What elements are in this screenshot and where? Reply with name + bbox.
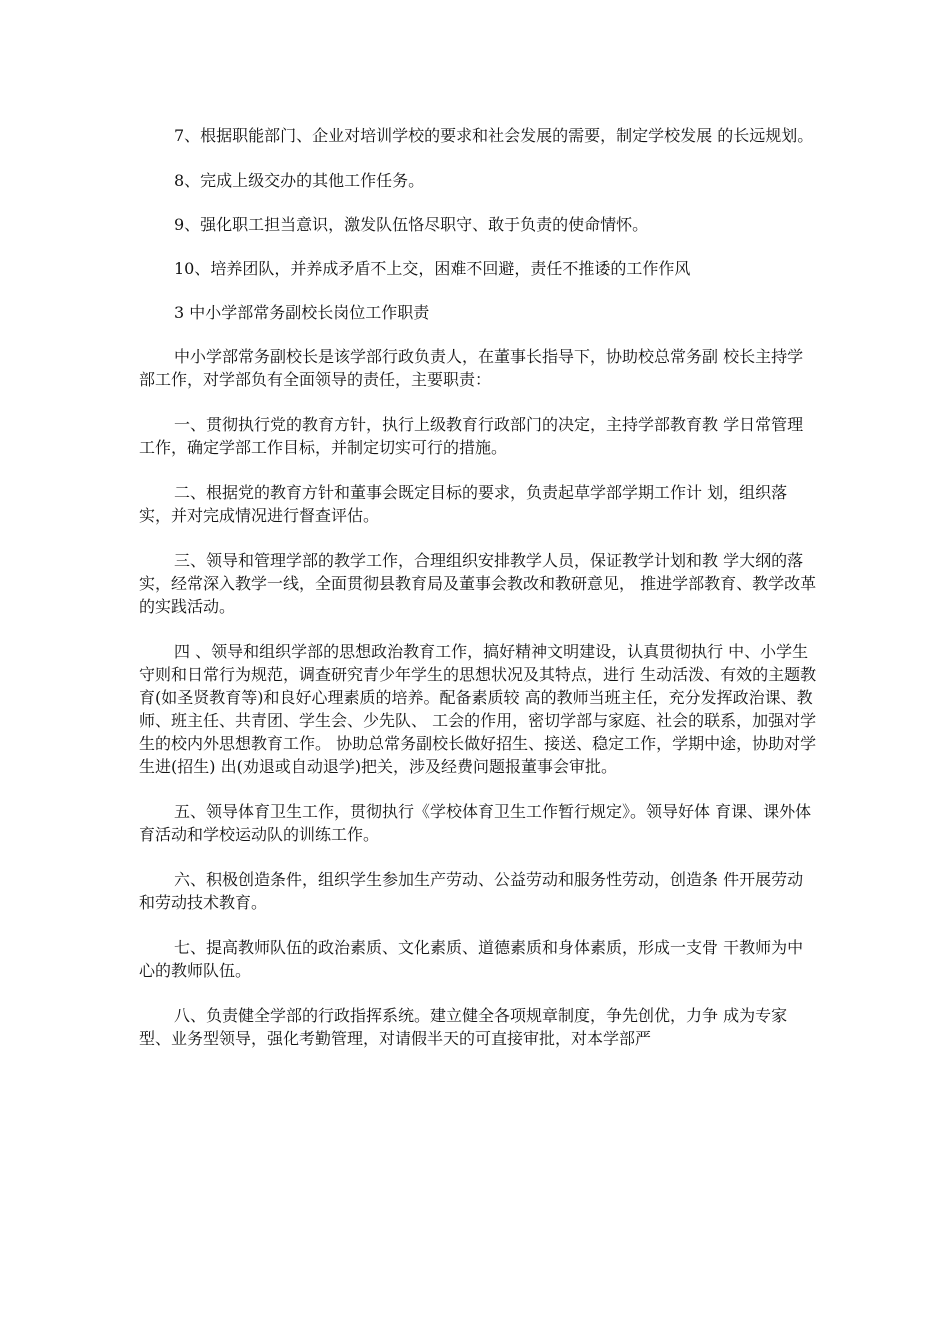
duty-item-4: 四 、领导和组织学部的思想政治教育工作，搞好精神文明建设，认真贯彻执行 中、小学生守则和日常行为规范，调查研究青少年学生的思想状况及其特点，进行 生动活泼、有效的主题教育(如圣贤教育等)和良好心理素质的培养。配备素质较 高的教师当班主任，充分发挥政治课、教师、班主任、共青团、学生会、少先队、 工会的作用，密切学部与家庭、社会的联系，加强对学生的校内外思想教育工作。 协助总常务副校长做好招生、接送、稳定工作，学期中途，协助对学生进(招生) 出(劝退或自动退学)把关，涉及经费问题报董事会审批。 xyxy=(139,642,817,776)
duty-item-6: 六、积极创造条件，组织学生参加生产劳动、公益劳动和服务性劳动，创造条 件开展劳动和劳动技术教育。 xyxy=(139,870,804,912)
duty-item-2: 二、根据党的教育方针和董事会既定目标的要求，负责起草学部学期工作计 划，组织落实，并对完成情况进行督查评估。 xyxy=(139,483,788,525)
duty-item-8: 八、负责健全学部的行政指挥系统。建立健全各项规章制度，争先创优，力争 成为专家型、业务型领导，强化考勤管理，对请假半天的可直接审批，对本学部严 xyxy=(139,1006,788,1048)
paragraph-item-7: 7、根据职能部门、企业对培训学校的要求和社会发展的需要，制定学校发展 的长远规划。 xyxy=(174,126,814,145)
paragraph-item-10: 10、培养团队，并养成矛盾不上交，困难不回避，责任不推诿的工作作风 xyxy=(174,259,691,278)
duty-item-5: 五、领导体育卫生工作，贯彻执行《学校体育卫生工作暂行规定》。领导好体 育课、课外体育活动和学校运动队的训练工作。 xyxy=(139,802,812,844)
duty-item-3: 三、领导和管理学部的教学工作，合理组织安排教学人员，保证教学计划和教 学大纲的落实，经常深入教学一线，全面贯彻县教育局及董事会教改和教研意见， 推进学部教育、教学改革的实践活动。 xyxy=(139,551,817,616)
duty-item-1: 一、贯彻执行党的教育方针，执行上级教育行政部门的决定，主持学部教育教 学日常管理工作，确定学部工作目标，并制定切实可行的措施。 xyxy=(139,415,804,457)
section-heading: 3 中小学部常务副校长岗位工作职责 xyxy=(174,303,430,322)
paragraph-item-8: 8、完成上级交办的其他工作任务。 xyxy=(174,171,425,190)
paragraph-item-9: 9、强化职工担当意识，激发队伍恪尽职守、敢于负责的使命情怀。 xyxy=(174,215,649,234)
document-body xyxy=(139,124,819,1072)
duty-item-7: 七、提高教师队伍的政治素质、文化素质、道德素质和身体素质，形成一支骨 干教师为中心的教师队伍。 xyxy=(139,938,804,980)
section-intro: 中小学部常务副校长是该学部行政负责人，在董事长指导下，协助校总常务副 校长主持学部工作，对学部负有全面领导的责任，主要职责： xyxy=(139,347,804,389)
